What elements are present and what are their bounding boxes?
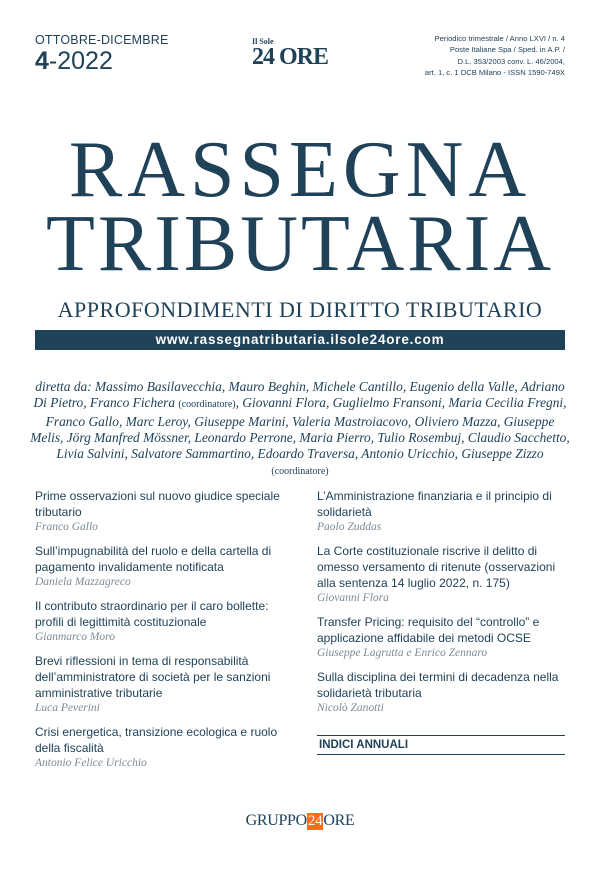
- issue-year: -2022: [48, 47, 113, 75]
- masthead-title-line2: TRIBUTARIA: [45, 200, 554, 288]
- article-author: Giovanni Flora: [317, 592, 389, 604]
- article-author: Antonio Felice Uricchio: [35, 757, 147, 769]
- article-item[interactable]: [317, 669, 567, 715]
- articles-right-column: [317, 488, 567, 724]
- article-title: Sull’impugnabilità del ruolo e della cartella di pagamento invalidamente notificata: [35, 544, 272, 574]
- article-item[interactable]: [35, 724, 285, 770]
- article-item[interactable]: [317, 543, 567, 605]
- coordinator-note: (coordinatore): [178, 399, 236, 411]
- article-title: Crisi energetica, transizione ecologica e ruolo della fiscalità: [35, 725, 278, 755]
- gruppo24ore-logo: [0, 812, 600, 830]
- publisher-mid: 24: [307, 813, 323, 829]
- articles-left-column: [35, 488, 285, 779]
- legal-line: D.L. 353/2003 conv. L. 46/2004,: [457, 56, 565, 66]
- logo-small-text: Il Sole: [252, 37, 274, 46]
- legal-line: art. 1, c. 1 DCB Milano - ISSN 1590-749X: [424, 67, 565, 77]
- article-title: L’Amministrazione finanziaria e il principio di solidarietà: [317, 489, 552, 519]
- editorial-board: [30, 379, 570, 481]
- board-names-1: diretta da: Massimo Basilavecchia, Mauro Beghin, Michele Cantillo, Eugenio della Valle, Adriano Di Pietro, Franco Fichera: [33, 379, 565, 411]
- sole24ore-logo: [252, 38, 328, 69]
- article-title: La Corte costituzionale riscrive il delitto di omesso versamento di ritenute (osservazioni alla sentenza 14 luglio 2022, n. 175): [317, 544, 556, 590]
- coordinator-note: (coordinatore): [271, 466, 329, 478]
- article-item[interactable]: [317, 488, 567, 534]
- article-author: Daniela Mazzagreco: [35, 576, 131, 588]
- article-author: Paolo Zuddas: [317, 521, 382, 533]
- article-author: Gianmarco Moro: [35, 631, 115, 643]
- article-author: Luca Peverini: [35, 702, 100, 714]
- publisher-right: ORE: [323, 812, 355, 829]
- legal-line: Periodico trimestrale / Anno LXVI / n. 4: [434, 34, 565, 43]
- article-title: Transfer Pricing: requisito del “controllo” e applicazione affidabile dei metodi OCSE: [317, 615, 540, 645]
- article-title: Il contributo straordinario per il caro bollette: profili di legittimità costituzionale: [35, 599, 269, 629]
- article-item[interactable]: [317, 614, 567, 660]
- annual-index-link[interactable]: INDICI ANNUALI: [317, 735, 565, 755]
- article-item[interactable]: [35, 543, 285, 589]
- article-author: Nicolò Zanotti: [317, 702, 384, 714]
- article-item[interactable]: [35, 488, 285, 534]
- website-url[interactable]: www.rassegnatributaria.ilsole24ore.com: [35, 330, 565, 350]
- legal-line: Poste Italiane Spa / Sped. in A.P. /: [449, 45, 565, 55]
- issue-number: [35, 49, 169, 74]
- article-title: Prime osservazioni sul nuovo giudice speciale tributario: [35, 489, 280, 519]
- masthead-title-line1: RASSEGNA: [68, 126, 532, 214]
- issue-number-value: 4: [35, 47, 49, 75]
- logo-big-text: 24 ORE: [252, 44, 329, 70]
- publisher-left: GRUPPO: [245, 812, 307, 829]
- article-item[interactable]: [35, 598, 285, 644]
- legal-info: [365, 33, 565, 78]
- masthead-subtitle: APPROFONDIMENTI DI DIRITTO TRIBUTARIO: [57, 297, 543, 322]
- article-author: Giuseppe Lagrutta e Enrico Zennaro: [317, 647, 488, 659]
- issue-period: OTTOBRE-DICEMBRE: [35, 33, 169, 47]
- article-author: Franco Gallo: [35, 521, 98, 533]
- issue-info: [35, 33, 169, 74]
- article-title: Brevi riflessioni in tema di responsabilità dell’amministratore di società per le sanzioni amministrative tributarie: [35, 654, 271, 700]
- article-item[interactable]: [35, 653, 285, 715]
- article-title: Sulla disciplina dei termini di decadenza nella solidarietà tributaria: [317, 670, 559, 700]
- board-names-2: , Giovanni Flora, Guglielmo Fransoni, Maria Cecilia Fregni, Franco Gallo, Marc Leroy, Giuseppe Marini, Valeria Mastroiacovo, Oliviero Mazza, Giuseppe Melis, Jörg Manfred Mössner, Leonardo Perrone, Maria Pierro, Tulio Rosembuj, Claudio Sacchetto, Livia Salvini, Salvatore Sammartino, Edoardo Traversa, Antonio Uricchio, Giuseppe Zizzo: [30, 395, 570, 462]
